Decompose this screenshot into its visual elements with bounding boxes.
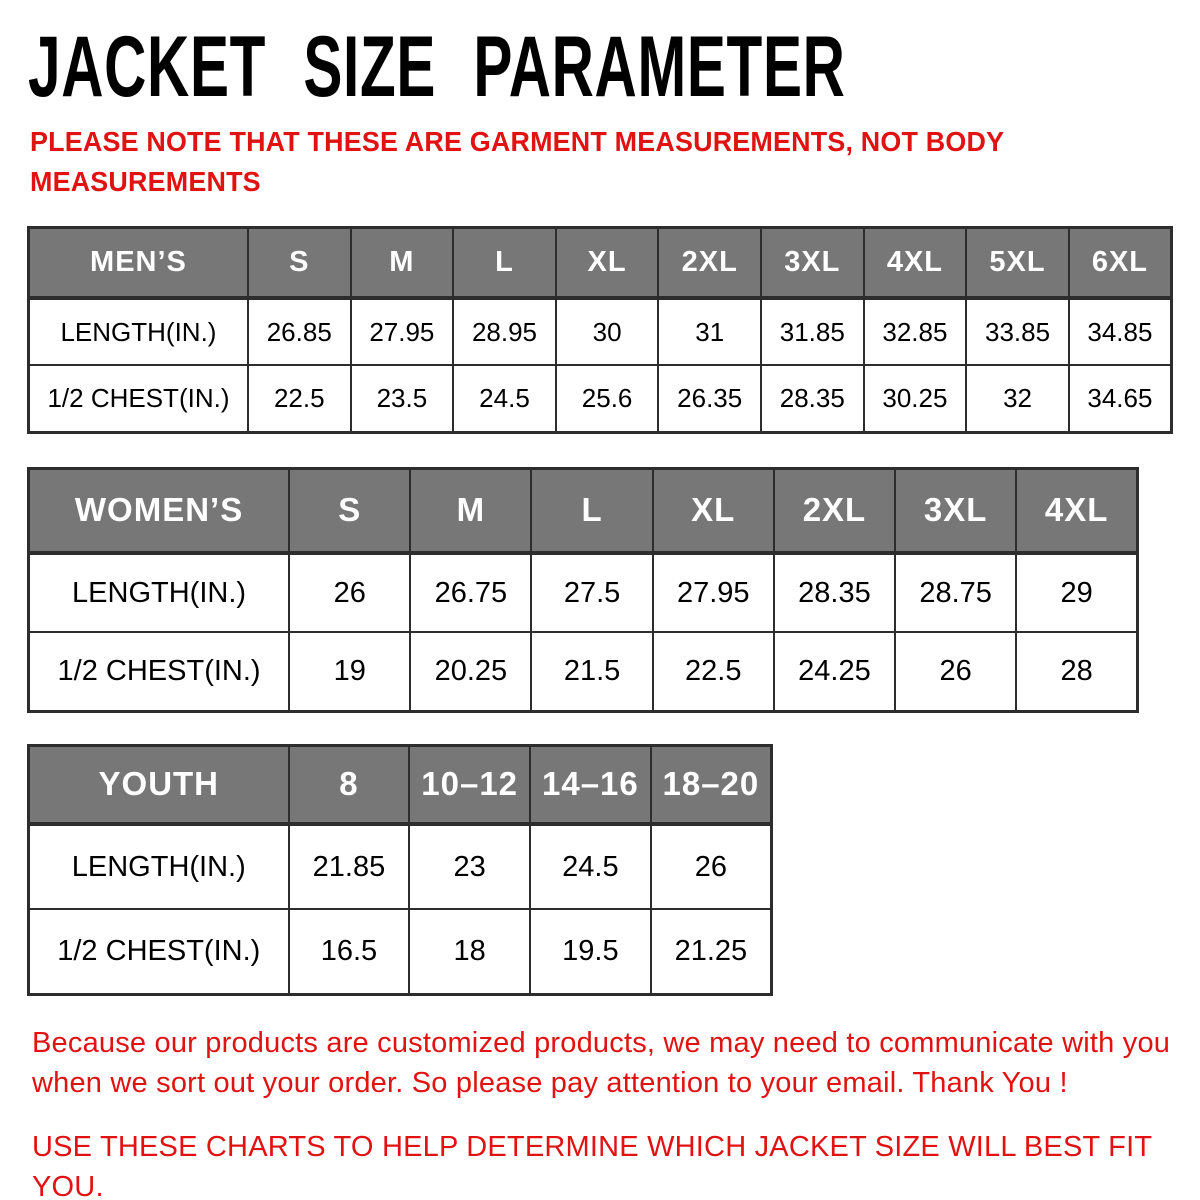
youth-row-label-cell: LENGTH(IN.) bbox=[29, 824, 289, 909]
youth-value-cell: 26 bbox=[651, 824, 772, 909]
mens-size-header-cell: XL bbox=[556, 227, 659, 298]
mens-value-cell: 25.6 bbox=[556, 365, 659, 432]
youth-size-header-cell: 14–16 bbox=[530, 745, 651, 824]
womens-header-row bbox=[29, 468, 1138, 553]
mens-row-label-cell: LENGTH(IN.) bbox=[29, 298, 248, 365]
mens-size-header-cell: L bbox=[453, 227, 556, 298]
youth-size-header-cell: 10–12 bbox=[409, 745, 530, 824]
youth-value-cell: 16.5 bbox=[289, 909, 410, 994]
mens-size-header-cell: S bbox=[248, 227, 351, 298]
womens-value-cell: 28 bbox=[1016, 632, 1137, 711]
mens-size-table-container bbox=[0, 226, 1200, 434]
womens-row-label-cell: 1/2 CHEST(IN.) bbox=[29, 632, 290, 711]
mens-size-header-cell: 5XL bbox=[966, 227, 1069, 298]
mens-row-label-cell: 1/2 CHEST(IN.) bbox=[29, 365, 248, 432]
mens-value-cell: 22.5 bbox=[248, 365, 351, 432]
womens-value-cell: 22.5 bbox=[653, 632, 774, 711]
womens-value-cell: 19 bbox=[289, 632, 410, 711]
mens-header-row bbox=[29, 227, 1172, 298]
womens-value-cell: 21.5 bbox=[531, 632, 652, 711]
size-fit-advice-note: USE THESE CHARTS TO HELP DETERMINE WHICH JACKET SIZE WILL BEST FIT YOU. bbox=[32, 1130, 1152, 1200]
mens-size-header-cell: 4XL bbox=[864, 227, 967, 298]
mens-value-cell: 30.25 bbox=[864, 365, 967, 432]
youth-size-header-cell: 8 bbox=[289, 745, 410, 824]
mens-value-cell: 32.85 bbox=[864, 298, 967, 365]
mens-size-header-cell: 2XL bbox=[658, 227, 761, 298]
womens-value-cell: 27.5 bbox=[531, 553, 652, 632]
mens-value-cell: 26.35 bbox=[658, 365, 761, 432]
customization-communication-note-line2: when we sort out your order. So please pay attention to your email. Thank You ! bbox=[32, 1066, 1068, 1099]
womens-value-cell: 28.35 bbox=[774, 553, 895, 632]
mens-value-cell: 34.65 bbox=[1069, 365, 1172, 432]
mens-value-cell: 28.95 bbox=[453, 298, 556, 365]
youth-size-table bbox=[27, 744, 773, 996]
mens-value-cell: 30 bbox=[556, 298, 659, 365]
womens-row-label-cell: LENGTH(IN.) bbox=[29, 553, 290, 632]
mens-measurement-row bbox=[29, 365, 1172, 432]
youth-measurement-row bbox=[29, 909, 772, 994]
mens-value-cell: 26.85 bbox=[248, 298, 351, 365]
womens-size-header-cell: M bbox=[410, 468, 531, 553]
womens-value-cell: 26.75 bbox=[410, 553, 531, 632]
garment-measurement-note-line2: MEASUREMENTS bbox=[30, 165, 261, 197]
mens-value-cell: 24.5 bbox=[453, 365, 556, 432]
youth-value-cell: 24.5 bbox=[530, 824, 651, 909]
womens-value-cell: 26 bbox=[289, 553, 410, 632]
mens-size-header-cell: 3XL bbox=[761, 227, 864, 298]
mens-value-cell: 32 bbox=[966, 365, 1069, 432]
womens-size-header-cell: S bbox=[289, 468, 410, 553]
womens-size-header-cell: 2XL bbox=[774, 468, 895, 553]
womens-size-header-cell: 3XL bbox=[895, 468, 1016, 553]
customization-communication-note-line1: Because our products are customized products, we may need to communicate with you bbox=[32, 1026, 1171, 1059]
youth-group-label-cell: YOUTH bbox=[29, 745, 289, 824]
mens-size-header-cell: 6XL bbox=[1069, 227, 1172, 298]
mens-group-label-cell: MEN’S bbox=[29, 227, 248, 298]
womens-value-cell: 28.75 bbox=[895, 553, 1016, 632]
garment-measurement-note bbox=[30, 122, 1153, 202]
customization-communication-note bbox=[32, 1023, 1200, 1103]
mens-measurement-row bbox=[29, 298, 1172, 365]
youth-size-table-container bbox=[0, 744, 1200, 996]
youth-value-cell: 21.85 bbox=[289, 824, 410, 909]
womens-size-table-container bbox=[0, 467, 1200, 713]
womens-size-header-cell: XL bbox=[653, 468, 774, 553]
womens-value-cell: 20.25 bbox=[410, 632, 531, 711]
womens-size-table bbox=[27, 467, 1139, 713]
youth-size-header-cell: 18–20 bbox=[651, 745, 772, 824]
mens-size-table bbox=[27, 226, 1173, 434]
womens-size-header-cell: 4XL bbox=[1016, 468, 1137, 553]
mens-size-header-cell: M bbox=[351, 227, 454, 298]
mens-value-cell: 33.85 bbox=[966, 298, 1069, 365]
youth-value-cell: 23 bbox=[409, 824, 530, 909]
womens-value-cell: 29 bbox=[1016, 553, 1137, 632]
youth-row-label-cell: 1/2 CHEST(IN.) bbox=[29, 909, 289, 994]
womens-measurement-row bbox=[29, 632, 1138, 711]
mens-value-cell: 23.5 bbox=[351, 365, 454, 432]
youth-header-row bbox=[29, 745, 772, 824]
womens-size-header-cell: L bbox=[531, 468, 652, 553]
mens-value-cell: 27.95 bbox=[351, 298, 454, 365]
womens-value-cell: 27.95 bbox=[653, 553, 774, 632]
womens-measurement-row bbox=[29, 553, 1138, 632]
mens-value-cell: 31 bbox=[658, 298, 761, 365]
womens-value-cell: 26 bbox=[895, 632, 1016, 711]
womens-value-cell: 24.25 bbox=[774, 632, 895, 711]
mens-value-cell: 28.35 bbox=[761, 365, 864, 432]
youth-value-cell: 18 bbox=[409, 909, 530, 994]
womens-group-label-cell: WOMEN’S bbox=[29, 468, 290, 553]
page-title: JACKET SIZE PARAMETER bbox=[28, 19, 846, 115]
mens-value-cell: 31.85 bbox=[761, 298, 864, 365]
youth-value-cell: 21.25 bbox=[651, 909, 772, 994]
youth-measurement-row bbox=[29, 824, 772, 909]
garment-measurement-note-line1: PLEASE NOTE THAT THESE ARE GARMENT MEASUREMENTS, NOT BODY bbox=[30, 126, 1005, 157]
mens-value-cell: 34.85 bbox=[1069, 298, 1172, 365]
youth-value-cell: 19.5 bbox=[530, 909, 651, 994]
